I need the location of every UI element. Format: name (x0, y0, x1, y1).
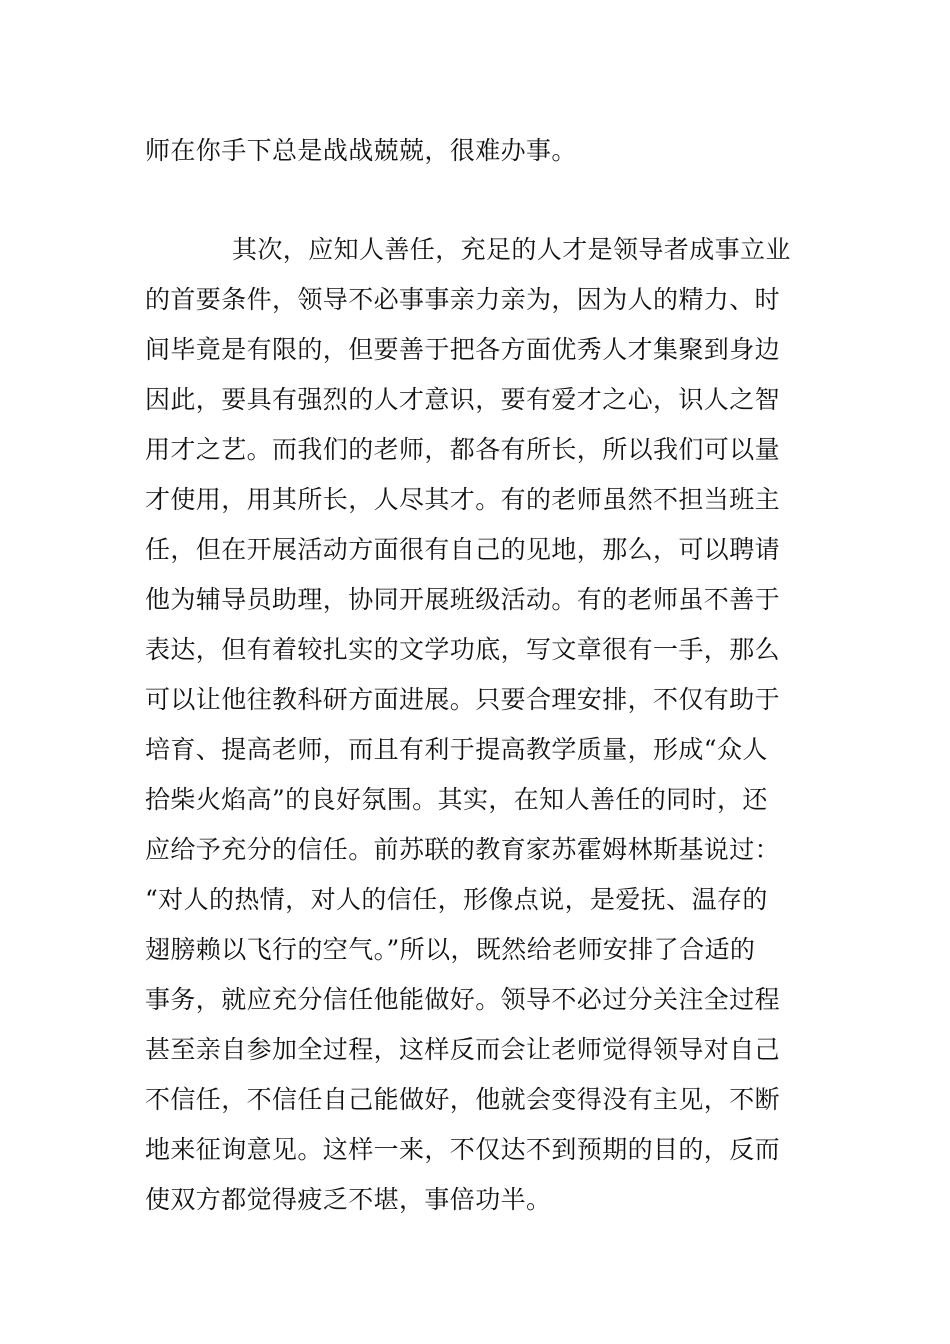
paragraph-line: 表达，但有着较扎实的文学功底，写文章很有一手，那么 (145, 635, 781, 664)
paragraph-line: 其次，应知人善任，充足的人才是领导者成事立业 (232, 235, 791, 264)
paragraph-line: 事务，就应充分信任他能做好。领导不必过分关注全过程 (145, 985, 781, 1014)
paragraph-line: 使双方都觉得疲乏不堪，事倍功半。 (145, 1185, 552, 1214)
paragraph-line: 翅膀赖以飞行的空气。”所以，既然给老师安排了合适的 (145, 935, 756, 964)
paragraph-line: 用才之艺。而我们的老师，都各有所长，所以我们可以量 (145, 435, 781, 464)
paragraph-line: 任，但在开展活动方面很有自己的见地，那么，可以聘请 (145, 535, 781, 564)
paragraph-line: 地来征询意见。这样一来，不仅达不到预期的目的，反而 (145, 1135, 781, 1164)
paragraph-line: 的首要条件，领导不必事事亲力亲为，因为人的精力、时 (145, 285, 781, 314)
paragraph-line: 拾柴火焰高”的良好氛围。其实，在知人善任的同时，还 (145, 785, 768, 814)
paragraph-line: 不信任，不信任自己能做好，他就会变得没有主见，不断 (145, 1085, 781, 1114)
paragraph-line: 才使用，用其所长，人尽其才。有的老师虽然不担当班主 (145, 485, 781, 514)
paragraph-line: 应给予充分的信任。前苏联的教育家苏霍姆林斯基说过： (145, 835, 781, 864)
paragraph-line: “对人的热情，对人的信任，形像点说，是爱抚、温存的 (145, 885, 768, 914)
paragraph-line: 他为辅导员助理，协同开展班级活动。有的老师虽不善于 (145, 585, 781, 614)
paragraph-line: 培育、提高老师，而且有利于提高教学质量，形成“众人 (145, 735, 768, 764)
continuation-line: 师在你手下总是战战兢兢，很难办事。 (145, 136, 577, 165)
paragraph-line: 可以让他往教科研方面进展。只要合理安排，不仅有助于 (145, 685, 781, 714)
paragraph-line: 因此，要具有强烈的人才意识，要有爱才之心，识人之智 (145, 385, 781, 414)
paragraph-line: 甚至亲自参加全过程，这样反而会让老师觉得领导对自己 (145, 1035, 781, 1064)
paragraph-line: 间毕竟是有限的，但要善于把各方面优秀人才集聚到身边 (145, 335, 781, 364)
